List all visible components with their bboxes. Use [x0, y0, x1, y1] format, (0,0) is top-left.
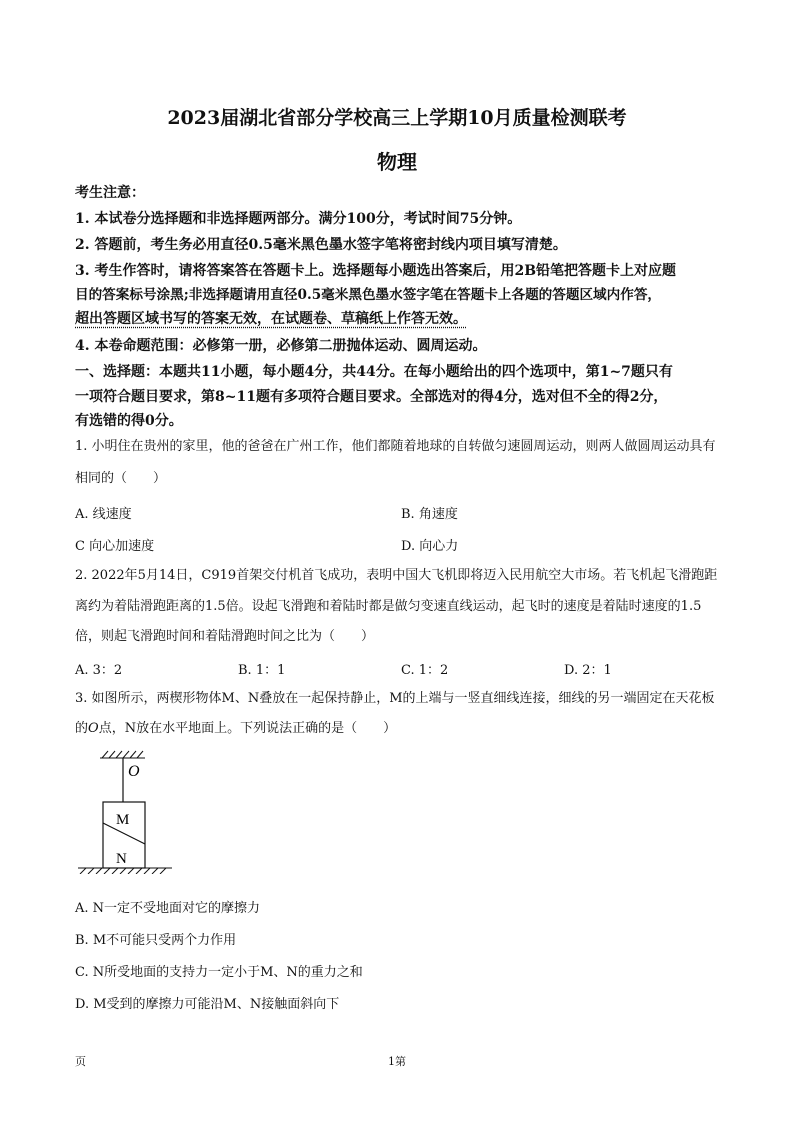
point-o-label: O: [88, 721, 99, 736]
figure-label-o: O: [128, 763, 140, 780]
exam-title: 2023届湖北省部分学校高三上学期10月质量检测联考: [167, 107, 627, 129]
figure-label-m: M: [116, 812, 130, 828]
notice-item-4: 4. 本卷命题范围：必修第一册，必修第二册抛体运动、圆周运动。: [75, 338, 487, 354]
notice-item-3-line-1: 3. 考生作答时，请将答案答在答题卡上。选择题每小题选出答案后，用2B铅笔把答题卡上对应题: [75, 263, 677, 279]
q3-option-b: B. M不可能只受两个力作用: [75, 933, 237, 948]
q3-option-a: A. N一定不受地面对它的摩擦力: [75, 901, 261, 916]
ground-hatch: [78, 868, 172, 874]
page-number: 1第: [388, 1055, 406, 1068]
q2-option-d: D. 2：1: [564, 663, 612, 678]
q2-stem-line-1: 2. 2022年5月14日，C919首架交付机首飞成功，表明中国大飞机即将迈入民用航空大市场。若飞机起飞滑跑距: [75, 568, 718, 583]
q3-figure: [70, 748, 180, 874]
section-1-instructions-line-2: 一项符合题目要求，第8~11题有多项符合题目要求。全部选对的得4分，选对但不全的得2分，: [75, 389, 668, 405]
notice-item-2: 2. 答题前，考生务必用直径0.5毫米黑色墨水签字笔将密封线内项目填写清楚。: [75, 237, 567, 253]
q3-option-c: C. N所受地面的支持力一定小于M、N的重力之和: [75, 965, 363, 980]
ceiling-hatch: [100, 751, 145, 758]
q3-stem-line-2: 的O点，N放在水平地面上。下列说法正确的是（ ）: [75, 721, 397, 736]
q2-option-c: C. 1：2: [401, 663, 449, 678]
q1-option-a: A. 线速度: [75, 507, 132, 522]
section-1-instructions-line-3: 有选错的得0分。: [75, 413, 183, 429]
q2-option-a: A. 3：2: [75, 663, 123, 678]
q1-stem-line-2: 相同的（ ）: [75, 471, 167, 486]
notice-item-1: 1. 本试卷分选择题和非选择题两部分。满分100分，考试时间75分钟。: [75, 211, 522, 227]
q1-option-b: B. 角速度: [401, 507, 458, 522]
q1-option-c: C 向心加速度: [75, 539, 155, 554]
q1-option-d: D. 向心力: [401, 539, 459, 554]
q1-stem-line-1: 1. 小明住在贵州的家里，他的爸爸在广州工作，他们都随着地球的自转做匀速圆周运动，则两人做圆周运动具有: [75, 439, 716, 454]
q2-option-b: B. 1：1: [238, 663, 286, 678]
notice-heading: 考生注意：: [75, 185, 145, 201]
q3-stem-line-1: 3. 如图所示，两楔形物体M、N叠放在一起保持静止，M的上端与一竖直细线连接，细线的另一端固定在天花板: [75, 691, 715, 706]
q2-stem-line-2: 离约为着陆滑跑距离的1.5倍。设起飞滑跑和着陆时都是做匀变速直线运动，起飞时的速度是着陆时速度的1.5: [75, 599, 702, 614]
q2-stem-line-3: 倍，则起飞滑跑时间和着陆滑跑时间之比为（ ）: [75, 629, 375, 644]
notice-item-3-line-2: 目的答案标号涂黑;非选择题请用直径0.5毫米黑色墨水签字笔在答题卡上各题的答题区域内作答，: [75, 287, 662, 303]
section-1-instructions-line-1: 一、选择题：本题共11小题，每小题4分，共44分。在每小题给出的四个选项中，第1~7题只有: [75, 364, 673, 380]
figure-label-n: N: [116, 851, 127, 867]
footer-left: 页: [75, 1055, 86, 1068]
q3-option-d: D. M受到的摩擦力可能沿M、N接触面斜向下: [75, 997, 340, 1012]
notice-item-3-line-3: 超出答题区域书写的答案无效，在试题卷、草稿纸上作答无效。: [75, 311, 467, 327]
exam-subject: 物理: [377, 150, 417, 174]
